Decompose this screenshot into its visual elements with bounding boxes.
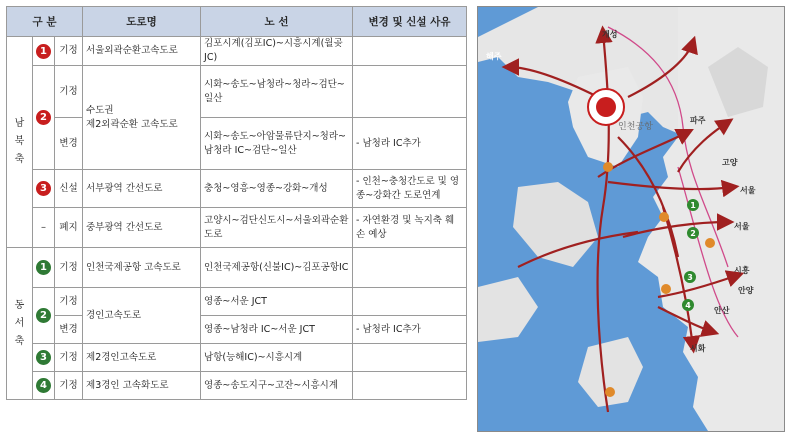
road-network-map	[477, 6, 785, 432]
number-badge-1: 1	[36, 260, 51, 275]
road-cell: 서울외곽순환고속도로	[83, 37, 201, 66]
number-badge-2: 2	[36, 110, 51, 125]
label-gaesong: 개성	[602, 30, 618, 39]
type-cell: 기정	[55, 288, 83, 316]
table-row	[7, 37, 467, 66]
header-division: 구 분	[7, 7, 83, 37]
reason-cell	[353, 37, 467, 66]
number-badge-2: 2	[36, 308, 51, 323]
reason-cell	[353, 248, 467, 288]
label-ansan: 안산	[714, 306, 730, 315]
road-cell: 중부광역 간선도로	[83, 208, 201, 248]
table-row	[7, 208, 467, 248]
route-cell: 인천국제공항(신불IC)~김포공항IC	[201, 248, 353, 288]
marker-green-3-label: 3	[687, 273, 693, 282]
label-center: 인천공항	[618, 122, 653, 132]
airport-target-marker	[588, 89, 624, 125]
route-cell: 시화~송도~남청라~청라~검단~일산	[201, 66, 353, 118]
label-sihwa: 시화	[690, 344, 706, 353]
label-seoul-1: 서울	[740, 186, 756, 195]
table-header-row	[7, 7, 467, 37]
road-plan-table	[6, 6, 467, 400]
road-cell: 인천국제공항 고속도로	[83, 248, 201, 288]
table-row	[7, 316, 467, 344]
type-cell: 변경	[55, 316, 83, 344]
type-cell: 변경	[55, 118, 83, 170]
table-row	[7, 170, 467, 208]
table-row	[7, 248, 467, 288]
route-cell: 충청~영흥~영종~강화~개성	[201, 170, 353, 208]
route-cell: 영종~남청라 IC~서운 JCT	[201, 316, 353, 344]
abolished-mark: –	[33, 208, 55, 248]
reason-cell: - 자연환경 및 녹지축 훼손 예상	[353, 208, 467, 248]
table-row	[7, 288, 467, 316]
marker-green-2-label: 2	[690, 229, 696, 238]
road-cell: 서부광역 간선도로	[83, 170, 201, 208]
table-row	[7, 344, 467, 372]
number-badge-1: 1	[36, 44, 51, 59]
type-cell: 기정	[55, 37, 83, 66]
marker-orange	[605, 387, 615, 397]
number-badge-3: 3	[36, 350, 51, 365]
route-cell: 영종~서운 JCT	[201, 288, 353, 316]
reason-cell: - 남청라 IC추가	[353, 316, 467, 344]
table-row	[7, 118, 467, 170]
table-row	[7, 372, 467, 400]
label-seoul-2: 서울	[734, 222, 750, 231]
type-cell: 기정	[55, 344, 83, 372]
label-paju: 파주	[690, 116, 706, 125]
road-cell: 제2경인고속도로	[83, 344, 201, 372]
type-cell: 신설	[55, 170, 83, 208]
marker-green-4-label: 4	[685, 301, 691, 310]
marker-orange	[661, 284, 671, 294]
group-east-west: 동 서 축	[7, 248, 33, 400]
road-cell: 수도권 제2외곽순환 고속도로	[83, 66, 201, 170]
type-cell: 기정	[55, 248, 83, 288]
type-cell: 기정	[55, 372, 83, 400]
reason-cell: - 인천~충청간도로 및 영종~강화간 도로연계	[353, 170, 467, 208]
label-siheung: 시흥	[734, 266, 750, 275]
group-north-south: 남 북 축	[7, 37, 33, 248]
label-haeju: 해주	[486, 52, 502, 61]
road-cell: 경인고속도로	[83, 288, 201, 344]
number-badge-3: 3	[36, 181, 51, 196]
reason-cell	[353, 66, 467, 118]
header-route: 노 선	[201, 7, 353, 37]
label-anyang: 안양	[738, 286, 754, 295]
route-cell: 김포시계(김포IC)~시흥시계(월곶JC)	[201, 37, 353, 66]
reason-cell	[353, 344, 467, 372]
route-cell: 남항(능해IC)~시흥시계	[201, 344, 353, 372]
reason-cell: - 남청라 IC추가	[353, 118, 467, 170]
reason-cell	[353, 372, 467, 400]
header-road: 도로명	[83, 7, 201, 37]
marker-orange	[705, 238, 715, 248]
route-cell: 시화~송도~아암물류단지~청라~남청라 IC~검단~일산	[201, 118, 353, 170]
route-cell: 고양시~검단신도시~서울외곽순환도로	[201, 208, 353, 248]
type-cell: 폐지	[55, 208, 83, 248]
map-svg	[478, 7, 784, 431]
label-goyang: 고양	[722, 158, 738, 167]
type-cell: 기정	[55, 66, 83, 118]
marker-orange	[603, 162, 613, 172]
table-row	[7, 66, 467, 118]
number-badge-4: 4	[36, 378, 51, 393]
road-cell: 제3경인 고속화도로	[83, 372, 201, 400]
marker-green-1-label: 1	[690, 201, 696, 210]
marker-orange	[659, 212, 669, 222]
header-reason: 변경 및 신설 사유	[353, 7, 467, 37]
reason-cell	[353, 288, 467, 316]
route-cell: 영종~송도지구~고잔~시흥시계	[201, 372, 353, 400]
